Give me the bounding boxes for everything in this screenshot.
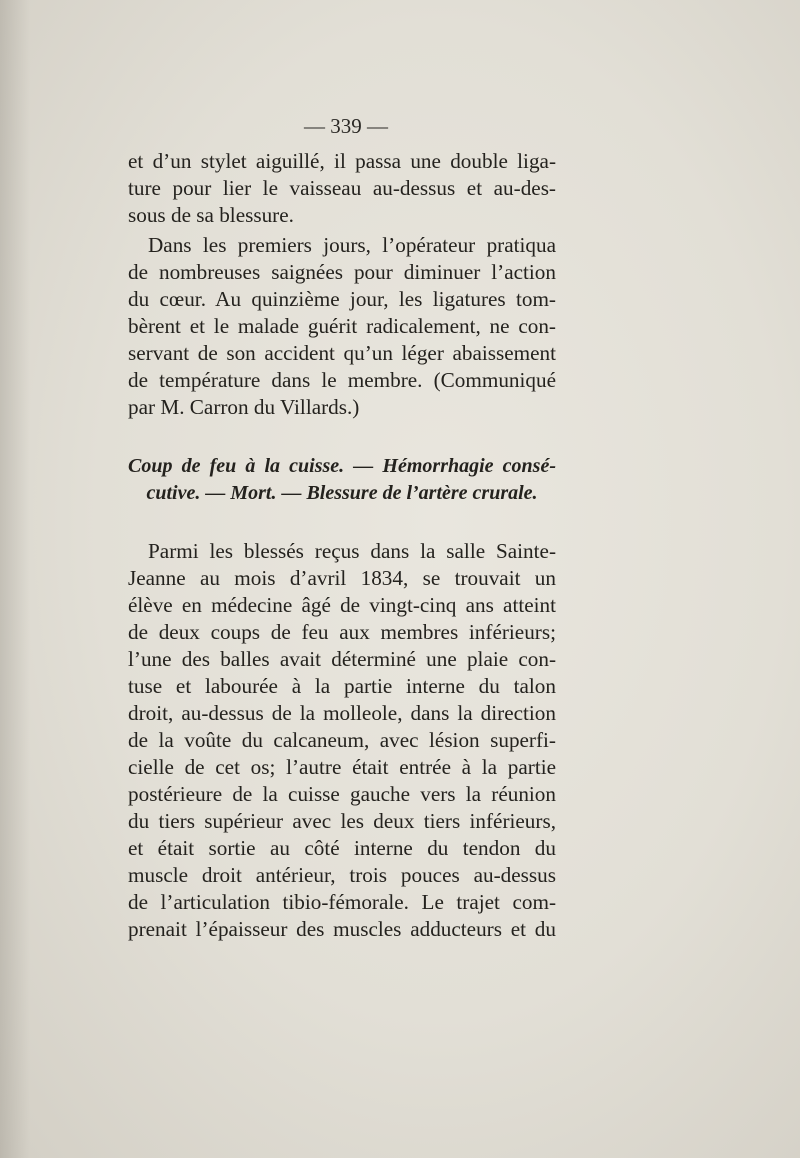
text-line: sous de sa blessure.: [128, 203, 294, 227]
text-line: par M. Carron du Villards.): [128, 395, 360, 419]
text-line: et d’un stylet aiguillé, il passa une double liga-: [128, 149, 556, 173]
text-line: de nombreuses saignées pour diminuer l’action: [128, 260, 556, 284]
text-line: droit, au-dessus de la molleole, dans la direction: [128, 701, 556, 725]
heading-line: cutive. — Mort. — Blessure de l’artère crurale.: [146, 482, 538, 504]
text-line: prenait l’épaisseur des muscles adducteurs et du: [128, 917, 556, 941]
text-line: servant de son accident qu’un léger abaissement: [128, 341, 556, 365]
text-line: du cœur. Au quinzième jour, les ligatures tom-: [128, 287, 556, 311]
paragraph-3: [128, 538, 556, 943]
text-line: l’une des balles avait déterminé une plaie con-: [128, 647, 556, 671]
text-line: tuse et labourée à la partie interne du talon: [128, 674, 556, 698]
text-line: de la voûte du calcaneum, avec lésion superfi-: [128, 728, 556, 752]
text-line: de l’articulation tibio-fémorale. Le trajet com-: [128, 890, 556, 914]
paragraph-2: [128, 232, 556, 421]
text-line: postérieure de la cuisse gauche vers la réunion: [128, 782, 556, 806]
page-spine-shadow: [0, 0, 30, 1158]
text-line: de température dans le membre. (Communiqué: [128, 368, 556, 392]
text-line: et était sortie au côté interne du tendon du: [128, 836, 556, 860]
text-line: muscle droit antérieur, trois pouces au-dessus: [128, 863, 556, 887]
text-line: Dans les premiers jours, l’opérateur pratiqua: [148, 233, 556, 257]
text-line: Jeanne au mois d’avril 1834, se trouvait un: [128, 566, 556, 590]
section-heading: [128, 452, 556, 506]
text-line: cielle de cet os; l’autre était entrée à la partie: [128, 755, 556, 779]
heading-line: Coup de feu à la cuisse. — Hémorrhagie consé-: [128, 455, 556, 477]
text-line: Parmi les blessés reçus dans la salle Sainte-: [148, 539, 556, 563]
page-number: — 339 —: [304, 114, 388, 138]
text-line: élève en médecine âgé de vingt-cinq ans atteint: [128, 593, 556, 617]
text-line: ture pour lier le vaisseau au-dessus et au-des-: [128, 176, 556, 200]
paragraph-1: [128, 148, 556, 229]
text-line: de deux coups de feu aux membres inférieurs;: [128, 620, 556, 644]
text-line: bèrent et le malade guérit radicalement, ne con-: [128, 314, 556, 338]
text-line: du tiers supérieur avec les deux tiers inférieurs,: [128, 809, 556, 833]
